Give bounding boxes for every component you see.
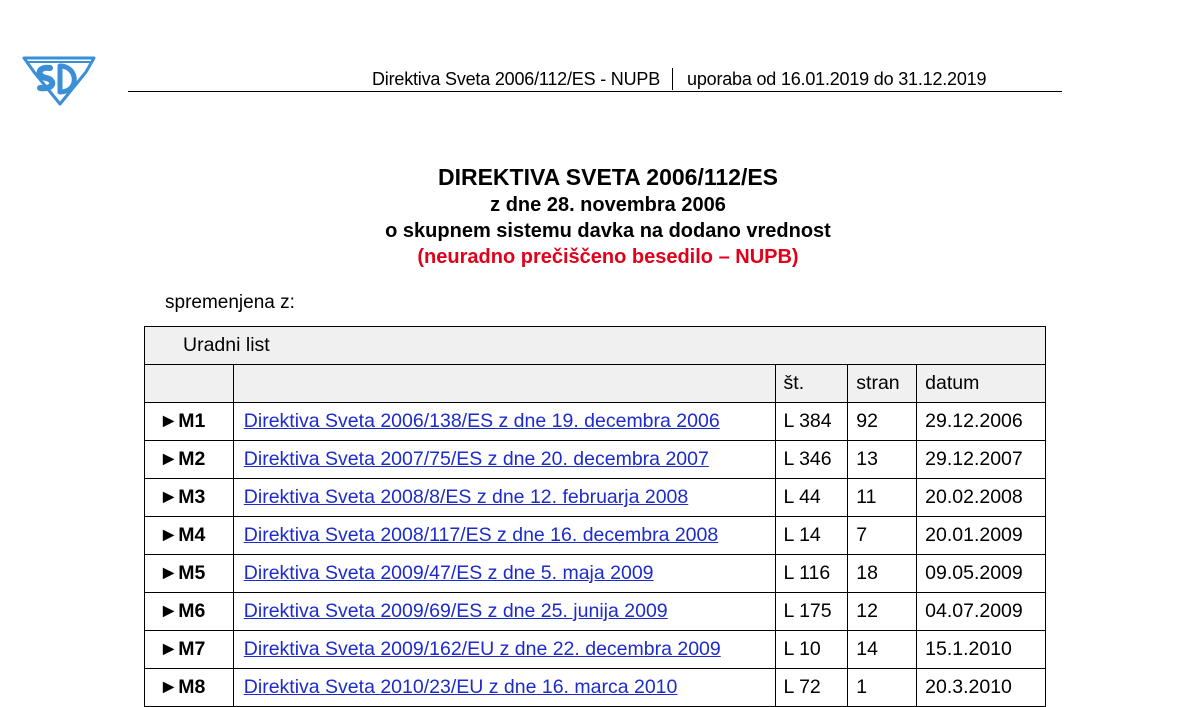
amendment-title-cell (233, 555, 775, 593)
journal-page: 14 (848, 631, 917, 669)
sd-shield-logo-icon (20, 50, 98, 106)
title-line-4: (neuradno prečiščeno besedilo – NUPB) (417, 246, 799, 268)
document-title (0, 162, 1190, 270)
official-journal-header: Uradni list (145, 327, 1046, 365)
journal-number: L 116 (775, 555, 848, 593)
journal-page: 18 (848, 555, 917, 593)
amendment-link[interactable]: Direktiva Sveta 2007/75/ES z dne 20. decembra 2007 (243, 448, 709, 470)
amendment-link[interactable]: Direktiva Sveta 2010/23/EU z dne 16. marca 2010 (243, 676, 678, 698)
title-line-2: z dne 28. novembra 2006 (490, 194, 726, 216)
amendment-link[interactable]: Direktiva Sveta 2009/162/EU z dne 22. decembra 2009 (243, 638, 721, 660)
journal-page: 1 (848, 669, 917, 707)
journal-page: 12 (848, 593, 917, 631)
amendment-title-cell (233, 403, 775, 441)
header-rule (128, 91, 1062, 92)
running-header (372, 68, 986, 90)
journal-date: 20.3.2010 (917, 669, 1046, 707)
amendment-marker: ►M8 (145, 669, 234, 707)
table-row (145, 669, 1046, 707)
table-row (145, 479, 1046, 517)
amendment-marker: ►M4 (145, 517, 234, 555)
header-cell-number: št. (775, 365, 848, 403)
amendment-marker: ►M6 (145, 593, 234, 631)
journal-page: 13 (848, 441, 917, 479)
amendment-marker: ►M7 (145, 631, 234, 669)
table-group-header-row (145, 327, 1046, 365)
header-separator (672, 68, 673, 90)
journal-date: 20.01.2009 (917, 517, 1046, 555)
journal-date: 20.02.2008 (917, 479, 1046, 517)
amendment-title-cell (233, 669, 775, 707)
amendment-marker: ►M2 (145, 441, 234, 479)
table-row (145, 593, 1046, 631)
amendment-link[interactable]: Direktiva Sveta 2008/8/ES z dne 12. februarja 2008 (243, 486, 689, 508)
table-row (145, 441, 1046, 479)
title-line-1: DIREKTIVA SVETA 2006/112/ES (437, 164, 779, 190)
table-row (145, 555, 1046, 593)
journal-number: L 346 (775, 441, 848, 479)
amendments-table (144, 326, 1046, 707)
amendment-marker: ►M3 (145, 479, 234, 517)
amendment-title-cell (233, 631, 775, 669)
amendment-link[interactable]: Direktiva Sveta 2009/69/ES z dne 25. junija 2009 (243, 600, 668, 622)
journal-date: 29.12.2006 (917, 403, 1046, 441)
journal-number: L 44 (775, 479, 848, 517)
header-cell-page: stran (848, 365, 917, 403)
table-column-header-row (145, 365, 1046, 403)
table-row (145, 403, 1046, 441)
journal-number: L 10 (775, 631, 848, 669)
amendment-title-cell (233, 593, 775, 631)
journal-date: 29.12.2007 (917, 441, 1046, 479)
journal-page: 11 (848, 479, 917, 517)
journal-number: L 14 (775, 517, 848, 555)
header-cell-title (233, 365, 775, 403)
journal-date: 09.05.2009 (917, 555, 1046, 593)
amendment-title-cell (233, 441, 775, 479)
amendment-title-cell (233, 479, 775, 517)
header-cell-date: datum (917, 365, 1046, 403)
amendment-link[interactable]: Direktiva Sveta 2009/47/ES z dne 5. maja 2009 (243, 562, 654, 584)
journal-number: L 72 (775, 669, 848, 707)
journal-date: 04.07.2009 (917, 593, 1046, 631)
amendment-title-cell (233, 517, 775, 555)
header-cell-marker (145, 365, 234, 403)
amendment-marker: ►M1 (145, 403, 234, 441)
title-line-3: o skupnem sistemu davka na dodano vrednost (385, 220, 831, 242)
journal-date: 15.1.2010 (917, 631, 1046, 669)
journal-page: 92 (848, 403, 917, 441)
amendment-marker: ►M5 (145, 555, 234, 593)
table-row (145, 517, 1046, 555)
amendment-link[interactable]: Direktiva Sveta 2006/138/ES z dne 19. decembra 2006 (243, 410, 720, 432)
journal-number: L 175 (775, 593, 848, 631)
amended-by-label: spremenjena z: (165, 292, 295, 313)
doc-reference: Direktiva Sveta 2006/112/ES - NUPB (372, 69, 661, 89)
validity-period: uporaba od 16.01.2019 do 31.12.2019 (687, 69, 987, 89)
amendment-link[interactable]: Direktiva Sveta 2008/117/ES z dne 16. decembra 2008 (243, 524, 719, 546)
journal-page: 7 (848, 517, 917, 555)
journal-number: L 384 (775, 403, 848, 441)
table-row (145, 631, 1046, 669)
